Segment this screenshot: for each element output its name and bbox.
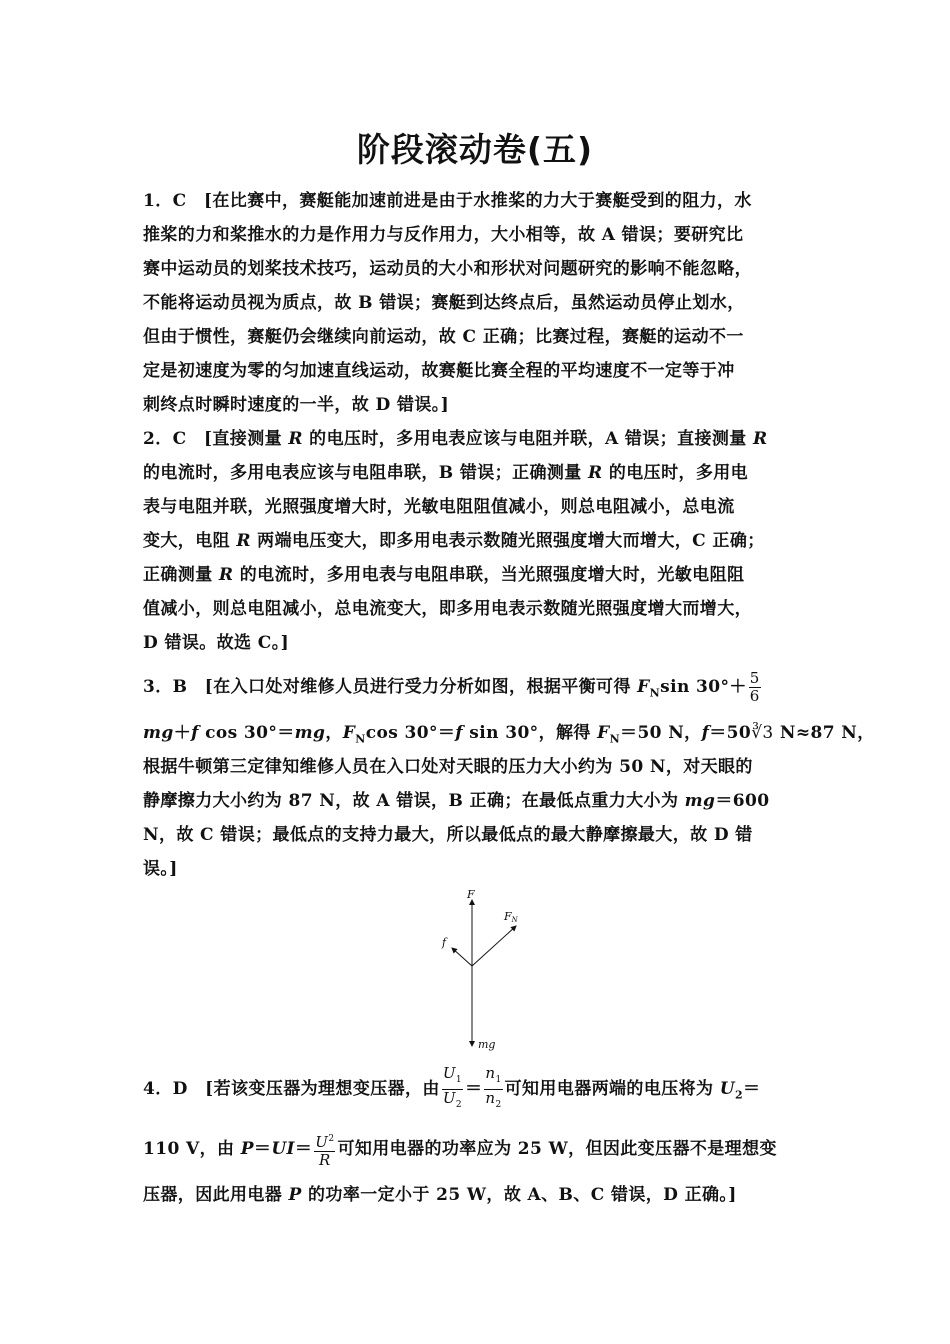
var-mg: mg [684, 791, 716, 811]
q4-text: 可知用电器的功率应为 25 W，但因此变压器不是理想变 [337, 1139, 777, 1159]
q2-line-6: 值减小，则总电阻减小，总电流变大，即多用电表示数随光照强度增大而增大， [143, 599, 752, 619]
var-p: P [240, 1139, 254, 1159]
force-friction-arrow [452, 948, 472, 966]
q3-text: cos 30°＝ [198, 723, 295, 743]
label-mg: mg [478, 1038, 496, 1051]
q4-text: 110 V，由 [143, 1139, 241, 1159]
force-diagram [430, 886, 530, 1056]
q3-text: sin 30°＋ [660, 677, 747, 697]
q3-text: ， [325, 723, 343, 743]
q3-line-3: 根据牛顿第三定律知维修人员在入口处对天眼的压力大小约为 50 N，对天眼的 [143, 757, 753, 777]
var-r: R [218, 565, 234, 585]
q3-text: N≈87 N， [773, 723, 875, 743]
q3-line-4 [143, 784, 833, 818]
q2-line-4 [143, 524, 833, 558]
var-mg: mg [294, 723, 326, 743]
q4-text: 4．D [若该变压器为理想变压器，由 [143, 1079, 440, 1099]
q4-text: 可知用电器两端的电压将为 [504, 1079, 720, 1099]
q3-line-2 [143, 716, 875, 750]
q4-line-2 [143, 1124, 833, 1174]
var-u: U [315, 1132, 329, 1151]
q3-text: 静摩擦力大小约为 87 N，故 A 错误，B 正确；在最低点重力大小为 [143, 791, 685, 811]
q3-text: ＝600 [715, 791, 770, 811]
q2-text: 的电流时，多用电表与电阻串联，当光照强度增大时，光敏电阻阻 [233, 565, 745, 585]
label-fn-main: F [504, 910, 512, 923]
q4-text: 的功率一定小于 25 W，故 A、B、C 错误，D 正确。] [301, 1185, 737, 1205]
q3-line-5: N，故 C 错误；最低点的支持力最大，所以最低点的最大静摩擦最大，故 D 错 [143, 825, 753, 845]
q2-text: 的电流时，多用电表应该与电阻串联，B 错误；正确测量 [143, 463, 589, 483]
q2-line-2 [143, 456, 833, 490]
subscript: 2 [734, 1088, 744, 1102]
superscript: 2 [328, 1133, 335, 1144]
var-mg: mg [143, 723, 174, 743]
q2-line-5 [143, 558, 833, 592]
numerator [484, 1065, 502, 1090]
subscript: N [609, 732, 621, 746]
q2-text: 变大，电阻 [143, 531, 237, 551]
denominator: 6 [749, 687, 760, 705]
q3-text: 3．B [在入口处对维修人员进行受力分析如图，根据平衡可得 [143, 677, 638, 697]
q3-text: cos 30°＝ [365, 723, 456, 743]
q4-line-3 [143, 1178, 833, 1212]
var-f: f [191, 723, 199, 743]
q2-text: 两端电压变大，即多用电表示数随光照强度增大而增大，C 正确； [250, 531, 765, 551]
q2-line-7: D 错误。故选 C。] [143, 633, 290, 653]
q1-line-7: 刺终点时瞬时速度的一半，故 D 错误。] [143, 395, 450, 415]
var-r: R [236, 531, 251, 551]
numerator [442, 1065, 463, 1090]
force-fn-arrow [472, 926, 516, 966]
q1-line-5: 但由于惯性，赛艇仍会继续向前运动，故 C 正确；比赛过程，赛艇的运动不一 [143, 327, 744, 347]
var-f: f [701, 723, 710, 743]
var-f: F [342, 723, 356, 743]
numerator [314, 1131, 335, 1152]
var-n: n [485, 1089, 496, 1107]
fraction-u1-u2 [442, 1065, 463, 1114]
q1-line-4: 不能将运动员视为质点，故 B 错误；赛艇到达终点后，虽然运动员停止划水， [143, 293, 745, 313]
fraction-u2-r [314, 1131, 335, 1169]
fraction-n1-n2 [484, 1065, 502, 1114]
denominator: R [319, 1150, 331, 1169]
subscript: 2 [455, 1100, 463, 1110]
subscript: 2 [495, 1100, 502, 1110]
q1-line-6: 定是初速度为零的匀加速直线运动，故赛艇比赛全程的平均速度不一定等于冲 [143, 361, 735, 381]
var-r: R [288, 429, 303, 449]
root-3: ∛3 [751, 723, 774, 743]
label-f-top: F [467, 888, 475, 901]
subscript: N [649, 686, 661, 700]
q4-text: ＝ [253, 1139, 272, 1159]
q4-line-1 [143, 1064, 833, 1114]
page-title: 阶段滚动卷(五) [356, 130, 594, 169]
var-f: F [637, 677, 650, 697]
q2-text: 的电压时，多用电 [602, 463, 749, 483]
q3-text: ＝50 [709, 723, 752, 743]
q4-text: ＝ [465, 1079, 483, 1099]
q1-line-3: 赛中运动员的划桨技术技巧，运动员的大小和形状对问题研究的影响不能忽略， [143, 259, 752, 279]
q3-line-6: 误。] [143, 859, 178, 879]
q4-text: ＝ [743, 1079, 761, 1099]
var-f: f [455, 723, 463, 743]
var-r: R [753, 429, 768, 449]
q3-text: ＋ [173, 723, 192, 743]
var-ui: UI [271, 1139, 295, 1159]
q2-text: 正确测量 [143, 565, 219, 585]
var-u: U [442, 1064, 456, 1082]
q2-text: 2．C [直接测量 [143, 429, 289, 449]
label-friction: f [442, 936, 447, 949]
q2-text: 的电压时，多用电表应该与电阻并联，A 错误；直接测量 [302, 429, 754, 449]
fraction-5-6 [749, 670, 761, 705]
numerator: 5 [749, 669, 760, 687]
q3-text: ＝50 N， [620, 723, 702, 743]
q2-line-3: 表与电阻并联，光照强度增大时，光敏电阻阻值减小，则总电阻减小，总电流 [143, 497, 735, 517]
force-diagram-svg [430, 886, 530, 1056]
var-r: R [588, 463, 603, 483]
denominator [484, 1090, 502, 1114]
var-u: U [442, 1089, 456, 1107]
subscript: 1 [495, 1075, 502, 1085]
subscript: 1 [455, 1075, 463, 1085]
var-u: U [719, 1079, 735, 1099]
q4-text: ＝ [294, 1139, 313, 1159]
var-f: F [597, 723, 610, 743]
q1-line-1: 1．C [在比赛中，赛艇能加速前进是由于水推桨的力大于赛艇受到的阻力，水 [143, 191, 752, 211]
q3-line-1 [143, 664, 833, 710]
q1-line-2: 推桨的力和桨推水的力是作用力与反作用力，大小相等，故 A 错误；要研究比 [143, 225, 744, 245]
denominator [442, 1090, 463, 1114]
var-n: n [485, 1064, 496, 1082]
label-fn-sub: N [511, 916, 518, 924]
q4-text: 压器，因此用电器 [143, 1185, 289, 1205]
var-p: P [288, 1185, 302, 1205]
q3-text: sin 30°，解得 [462, 723, 598, 743]
q2-line-1 [143, 422, 833, 456]
label-fn [503, 910, 519, 924]
subscript: N [355, 732, 366, 746]
